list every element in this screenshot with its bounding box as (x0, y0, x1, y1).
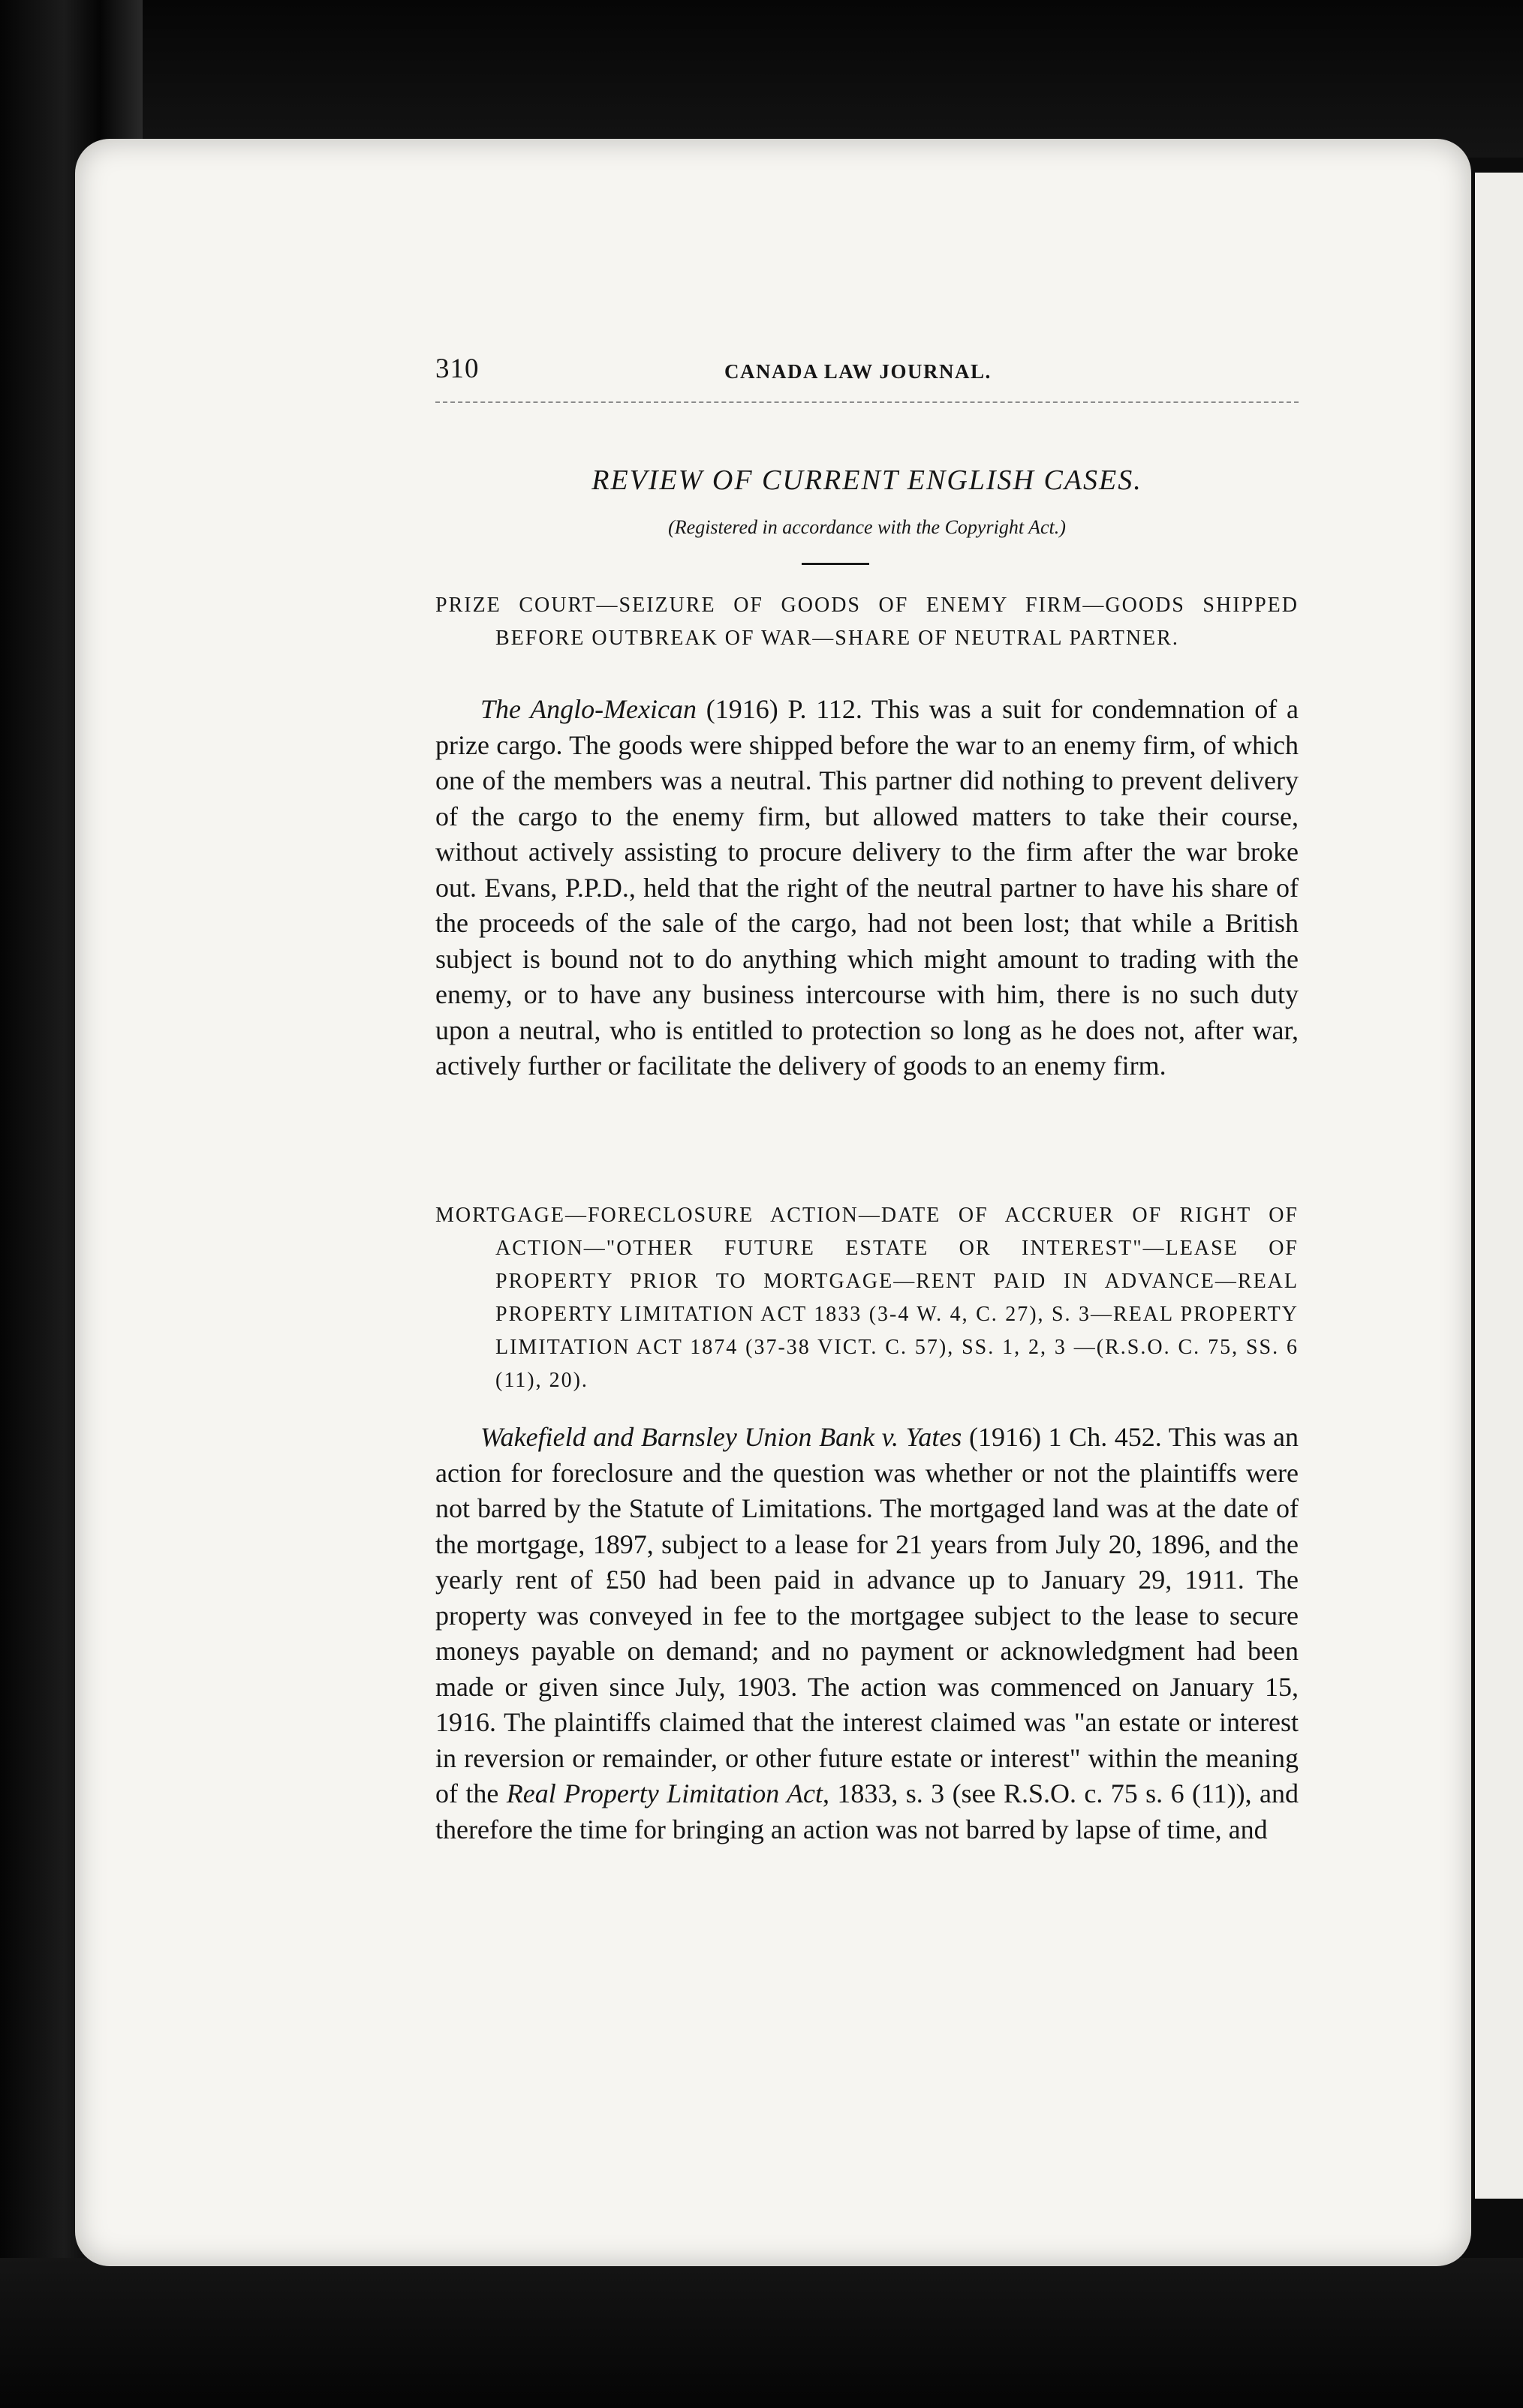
page-number: 310 (435, 353, 480, 384)
copyright-note: (Registered in accordance with the Copyright Act.) (668, 516, 1066, 538)
case-name: Wakefield and Barnsley Union Bank v. Yates (480, 1422, 962, 1452)
case-heading-prize-court (435, 589, 1299, 655)
case-text-continued: , 1833, s. 3 (see R.S.O. c. 75 s. 6 (11)), and therefore the time for bringing an action was not barred by lapse of time, and (435, 1778, 1299, 1844)
scan-border-top (0, 0, 1523, 158)
case-body-wakefield (435, 1420, 1299, 1847)
case-heading-text: PRIZE COURT—SEIZURE OF GOODS OF ENEMY FIRM—GOODS SHIPPED BEFORE OUTBREAK OF WAR—SHARE OF NEUTRAL PARTNER. (435, 594, 1299, 650)
statute-name: Real Property Limitation Act (506, 1778, 823, 1808)
case-text: (1916) P. 112. This was a suit for condemnation of a prize cargo. The goods were shipped before the war to an enemy firm, of which one of the members was a neutral. This partner did nothing to prevent delivery of the cargo to the enemy firm, but allowed matters to take their course, without actively assisting to procure delivery to the firm after the war broke out. Evans, P.P.D., held that the right of the neutral partner to have his share of the proceeds of the sale of the cargo, had not been lost; that while a British subject is bound not to do anything which might amount to trading with the enemy, or to have any business intercourse with him, there is no such duty upon a neutral, who is entitled to protection so long as he does not, after war, actively further or facilitate the delivery of goods to an enemy firm. (435, 694, 1299, 1081)
case-heading-text: MORTGAGE—FORECLOSURE ACTION—DATE OF ACCRUER OF RIGHT OF ACTION—"OTHER FUTURE ESTATE OR INTEREST"—LEASE OF PROPERTY PRIOR TO MORTGAGE—RENT PAID IN ADVANCE—REAL PROPERTY LIMITATION ACT 1833 (3-4 W. 4, C. 27), S. 3—REAL PROPERTY LIMITATION ACT 1874 (37-38 VICT. C. 57), SS. 1, 2, 3 —(R.S.O. C. 75, SS. 6 (11), 20). (435, 1204, 1299, 1392)
section-divider (802, 563, 869, 565)
case-heading-mortgage (435, 1199, 1299, 1397)
case-body-anglo-mexican (435, 692, 1299, 1084)
header-divider (435, 401, 1299, 403)
case-name: The Anglo-Mexican (480, 694, 697, 724)
section-title: REVIEW OF CURRENT ENGLISH CASES. (591, 464, 1142, 496)
journal-title: CANADA LAW JOURNAL. (724, 360, 992, 383)
scan-border-bottom (0, 2258, 1523, 2408)
scan-border-right (1475, 173, 1523, 2199)
running-head (435, 353, 1299, 390)
case-text: (1916) 1 Ch. 452. This was an action for foreclosure and the question was whether or not the plaintiffs were not barred by the Statute of Limitations. The mortgaged land was at the date of the mortgage, 1897, subject to a lease for 21 years from July 20, 1896, and the yearly rent of £50 had been paid in advance up to January 29, 1911. The property was conveyed in fee to the mortgagee subject to the lease to secure moneys payable on demand; and no payment or acknowledgment had been made or given since July, 1903. The action was commenced on January 15, 1916. The plaintiffs claimed that the interest claimed was "an estate or interest in reversion or remainder, or other future estate or interest" within the meaning of the (435, 1422, 1299, 1808)
